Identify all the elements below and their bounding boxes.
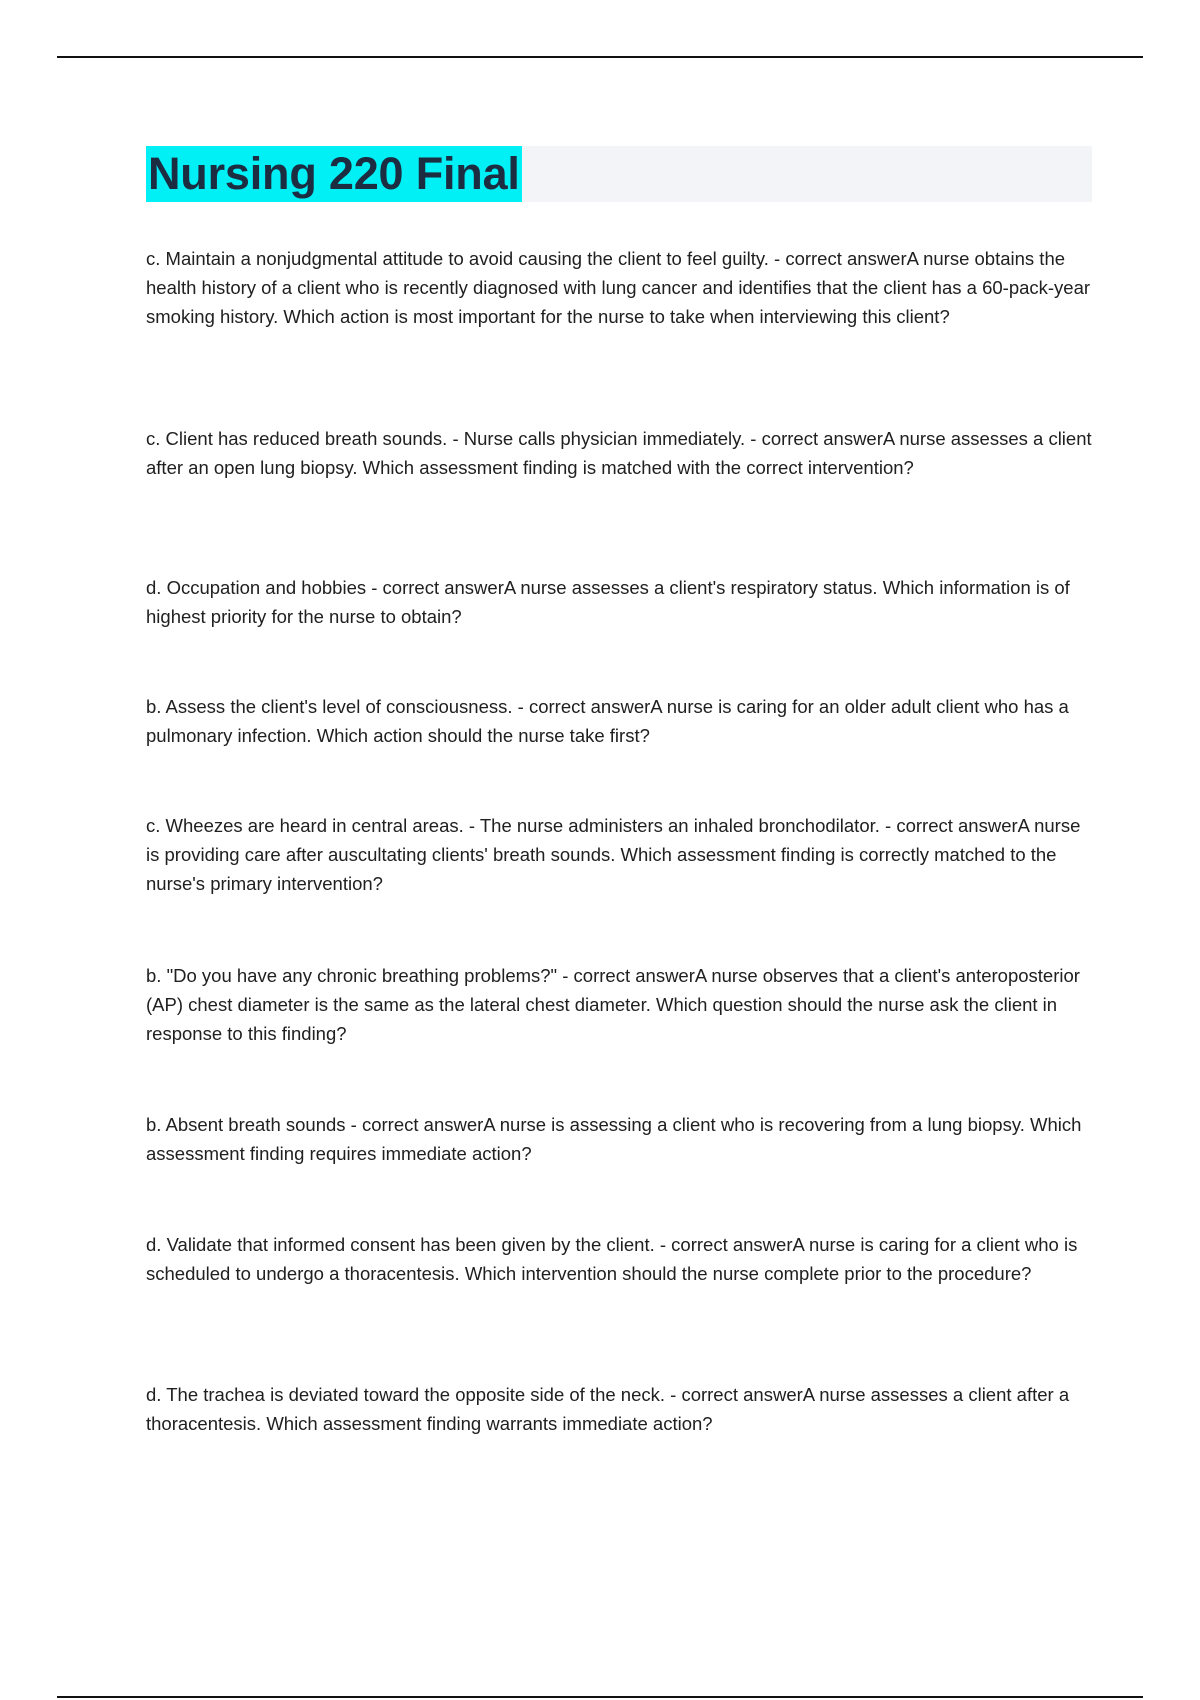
qa-item-2: c. Client has reduced breath sounds. - Nurse calls physician immediately. - correct answerA nurse assesses a client after an open lung biopsy. Which assessment finding is matched with the correct intervention? — [146, 428, 1092, 478]
qa-item-6: b. "Do you have any chronic breathing problems?" - correct answerA nurse observes that a client's anteroposterior (AP) chest diameter is the same as the lateral chest diameter. Which question should the nurse ask the client in response to this finding? — [146, 965, 1080, 1044]
page-title: Nursing 220 Final — [148, 148, 520, 199]
qa-item-9: d. The trachea is deviated toward the opposite side of the neck. - correct answerA nurse assesses a client after a thoracentesis. Which assessment finding warrants immediate action? — [146, 1384, 1070, 1434]
qa-item-1: c. Maintain a nonjudgmental attitude to avoid causing the client to feel guilty. - correct answerA nurse obtains the health history of a client who is recently diagnosed with lung cancer and identifies that the client has a 60-pack-year smoking history. Which action is most important for the nurse to take when interviewing this client? — [146, 248, 1091, 327]
header-rule — [57, 56, 1143, 58]
qa-item-5: c. Wheezes are heard in central areas. - The nurse administers an inhaled bronchodilator. - correct answerA nurse is providing care after auscultating clients' breath sounds. Which assessment finding is correctly matched to the nurse's primary intervention? — [146, 815, 1081, 894]
title-highlight — [146, 146, 522, 202]
footer-rule — [57, 1696, 1143, 1698]
qa-item-3: d. Occupation and hobbies - correct answerA nurse assesses a client's respiratory status. Which information is of highest priority for the nurse to obtain? — [146, 577, 1070, 627]
qa-item-8: d. Validate that informed consent has been given by the client. - correct answerA nurse is caring for a client who is scheduled to undergo a thoracentesis. Which intervention should the nurse complete prior to the procedure? — [146, 1234, 1078, 1284]
qa-item-7: b. Absent breath sounds - correct answerA nurse is assessing a client who is recovering from a lung biopsy. Which assessment finding requires immediate action? — [146, 1114, 1082, 1164]
qa-item-4: b. Assess the client's level of consciousness. - correct answerA nurse is caring for an older adult client who has a pulmonary infection. Which action should the nurse take first? — [146, 696, 1069, 746]
